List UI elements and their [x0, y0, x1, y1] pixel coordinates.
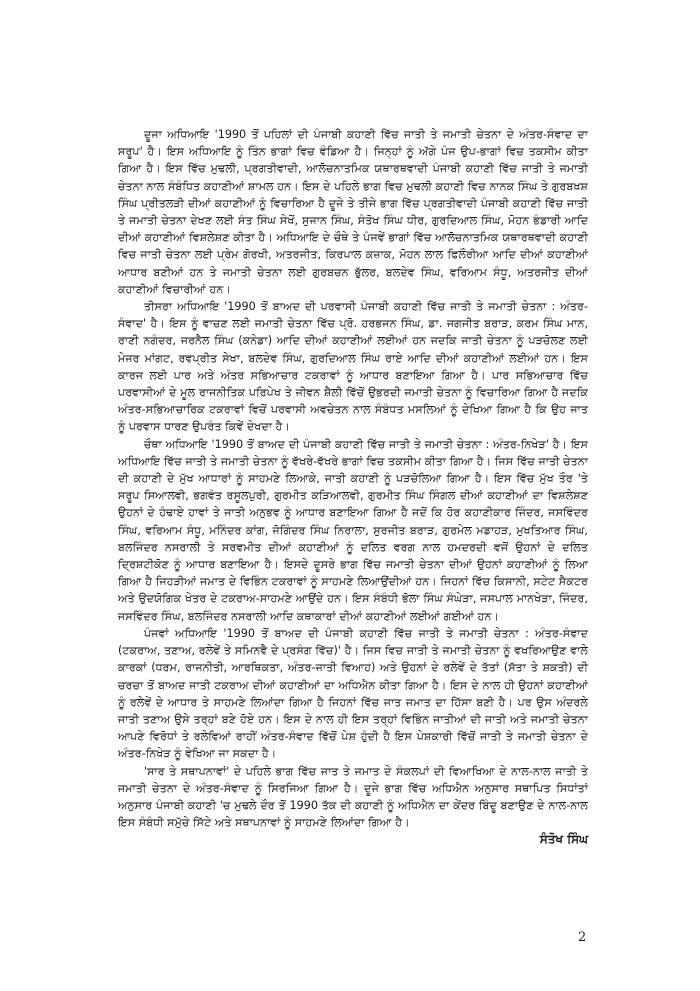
paragraph-conclusions: 'ਸਾਰ ਤੇ ਸਥਾਪਨਾਵਾਂ' ਦੇ ਪਹਿਲੇ ਭਾਗ ਵਿੱਚ ਜਾਤ ਤੇ ਜਮਾਤ ਦੇ ਸੰਕਲਪਾਂ ਦੀ ਵਿਆਖਿਆ ਦੇ ਨਾਲ-ਨਾਲ ਜਾਤੀ ਤੇ ਜਮਾਤੀ ਚੇਤਨਾ ਦੇ ਅੰਤਰ-ਸੰਵਾਦ ਨੂੰ ਸਿਰਜਿਆ ਗਿਆ ਹੈ। ਦੂਜੇ ਭਾਗ ਵਿੱਚ ਅਧਿਐਨ ਅਨੁਸਾਰ ਸਥਾਪਿਤ ਸਿਧਾਂਤਾਂ ਅਨੁਸਾਰ ਪੰਜਾਬੀ ਕਹਾਣੀ 'ਚ ਮੁਢਲੇ ਦੌਰ ਤੋਂ 1990 ਤੱਕ ਦੀ ਕਹਾਣੀ ਨੂੰ ਅਧਿਐਨ ਦਾ ਕੇਂਦਰ ਬਿੰਦੂ ਬਣਾਉਣ ਦੇ ਨਾਲ-ਨਾਲ ਇਸ ਸੰਬੰਧੀ ਸਮੁੱਚੇ ਸਿੱਟੇ ਅਤੇ ਸਥਾਪਨਾਵਾਂ ਨੂੰ ਸਾਹਮਣੇ ਲਿਆਂਦਾ ਗਿਆ ਹੈ। [118, 764, 588, 830]
paragraph-chapter-two: ਦੂਜਾ ਅਧਿਆਇ '1990 ਤੋਂ ਪਹਿਲਾਂ ਦੀ ਪੰਜਾਬੀ ਕਹਾਣੀ ਵਿੱਚ ਜਾਤੀ ਤੇ ਜਮਾਤੀ ਚੇਤਨਾ ਦੇ ਅੰਤਰ-ਸੰਵਾਦ ਦਾ ਸਰੂਪ' ਹੈ। ਇਸ ਅਧਿਆਇ ਨੂੰ ਤਿੰਨ ਭਾਗਾਂ ਵਿਚ ਵੰਡਿਆ ਹੈ। ਜਿਨ੍ਹਾਂ ਨੂੰ ਅੱਗੇ ਪੰਜ ਉਪ-ਭਾਗਾਂ ਵਿਚ ਤਕਸੀਮ ਕੀਤਾ ਗਿਆ ਹੈ। ਇਸ ਵਿੱਚ ਮੁਢਲੀ, ਪ੍ਰਗਤੀਵਾਦੀ, ਆਲੋਚਨਾਤਮਿਕ ਯਥਾਰਥਵਾਦੀ ਪੰਜਾਬੀ ਕਹਾਣੀ ਵਿੱਚ ਜਾਤੀ ਤੇ ਜਮਾਤੀ ਚੇਤਨਾ ਨਾਲ ਸੰਬੰਧਿਤ ਕਹਾਣੀਆਂ ਸ਼ਾਮਲ ਹਨ। ਇਸ ਦੇ ਪਹਿਲੇ ਭਾਗ ਵਿਚ ਮੁਢਲੀ ਕਹਾਣੀ ਵਿਚ ਨਾਨਕ ਸਿੰਘ ਤੇ ਗੁਰਬਖਸ਼ ਸਿੰਘ ਪ੍ਰੀਤਲੜੀ ਦੀਆਂ ਕਹਾਣੀਆਂ ਨੂੰ ਵਿਚਾਰਿਆ ਹੈ ਦੂਜੇ ਤੇ ਤੀਜੇ ਭਾਗ ਵਿੱਚ ਪ੍ਰਗਤੀਵਾਦੀ ਪੰਜਾਬੀ ਕਹਾਣੀ ਵਿੱਚ ਜਾਤੀ ਤੇ ਜਮਾਤੀ ਚੇਤਨਾ ਦੇਖਣ ਲਈ ਸੰਤ ਸਿੰਘ ਸੇਖੋਂ, ਸੁਜਾਨ ਸਿੰਘ, ਸੰਤੋਖ ਸਿੰਘ ਧੀਰ, ਗੁਰਦਿਆਲ ਸਿੰਘ, ਮੋਹਨ ਭੰਡਾਰੀ ਆਦਿ ਦੀਆਂ ਕਹਾਣੀਆਂ ਵਿਸ਼ਲੇਸ਼ਣ ਕੀਤਾ ਹੈ। ਅਧਿਆਇ ਦੇ ਚੌਥੇ ਤੇ ਪੰਜਵੇਂ ਭਾਗਾਂ ਵਿੱਚ ਆਲੋਚਨਾਤਮਿਕ ਯਥਾਰਥਵਾਦੀ ਕਹਾਣੀ ਵਿਚ ਜਾਤੀ ਚੇਤਨਾ ਲਈ ਪ੍ਰੇਮ ਗੋਰਖੀ, ਅਤਰਜੀਤ, ਕਿਰਪਾਲ ਕਜ਼ਾਕ, ਮੋਹਨ ਲਾਲ ਫਿਲੌਰੀਆ ਆਦਿ ਦੀਆਂ ਕਹਾਣੀਆਂ ਆਧਾਰ ਬਣੀਆਂ ਹਨ ਤੇ ਜਮਾਤੀ ਚੇਤਨਾ ਲਈ ਗੁਰਬਚਨ ਭੁੱਲਰ, ਬਲਦੇਵ ਸਿੰਘ, ਵਰਿਆਮ ਸੰਧੂ, ਅਤਰਜੀਤ ਦੀਆਂ ਕਹਾਣੀਆਂ ਵਿਚਾਰੀਆਂ ਹਨ। [118, 128, 588, 296]
paragraph-chapter-four: ਚੌਥਾ ਅਧਿਆਇ '1990 ਤੋਂ ਬਾਅਦ ਦੀ ਪੰਜਾਬੀ ਕਹਾਣੀ ਵਿੱਚ ਜਾਤੀ ਤੇ ਜਮਾਤੀ ਚੇਤਨਾ : ਅੰਤਰ-ਨਿਖੇੜ' ਹੈ। ਇਸ ਅਧਿਆਇ ਵਿੱਚ ਜਾਤੀ ਤੇ ਜਮਾਤੀ ਚੇਤਨਾ ਨੂੰ ਵੱਖਰੇ-ਵੱਖਰੇ ਭਾਗਾਂ ਵਿਚ ਤਕਸੀਮ ਕੀਤਾ ਗਿਆ ਹੈ। ਜਿਸ ਵਿੱਚ ਜਾਤੀ ਚੇਤਨਾ ਦੀ ਕਹਾਣੀ ਦੇ ਮੁੱਖ ਆਧਾਰਾਂ ਨੂੰ ਸਾਹਮਣੇ ਲਿਆਕੇ, ਜਾਤੀ ਕਹਾਣੀ ਨੂੰ ਪੜਚੋਲਿਆ ਗਿਆ ਹੈ। ਇਸ ਵਿੱਚ ਮੁੱਖ ਤੌਰ 'ਤੇ ਸਰੂਪ ਸਿਆਲਵੀ, ਭਗਵੰਤ ਰਸੂਲਪੁਰੀ, ਗੁਰਮੀਤ ਕੜਿਆਲਵੀ, ਗੁਰਮੀਤ ਸਿੰਘ ਸਿੰਗਲ ਦੀਆਂ ਕਹਾਣੀਆਂ ਦਾ ਵਿਸ਼ਲੇਸ਼ਣ ਉਹਨਾਂ ਦੇ ਹੰਢਾਏ ਹਾਵਾਂ ਤੇ ਜਾਤੀ ਅਨੁਭਵ ਨੂੰ ਆਧਾਰ ਬਣਾਇਆ ਗਿਆ ਹੈ ਜਦੋਂ ਕਿ ਹੋਰ ਕਹਾਣੀਕਾਰ ਜਿੰਦਰ, ਜਸਵਿੰਦਰ ਸਿੰਘ, ਵਰਿਆਮ ਸੰਧੂ, ਮਨਿੰਦਰ ਕਾਂਗ, ਜੋਗਿੰਦਰ ਸਿੰਘ ਨਿਰਾਲਾ, ਸੁਰਜੀਤ ਬਰਾੜ, ਗੁਰਮੇਲ ਮਡਾਹੜ, ਮੁਖਤਿਆਰ ਸਿੰਘ, ਬਲਜਿੰਦਰ ਨਸਰਾਲੀ ਤੇ ਸਰਵਮੀਤ ਦੀਆਂ ਕਹਾਣੀਆਂ ਨੂੰ ਦਲਿਤ ਵਰਗ ਨਾਲ ਹਮਦਰਦੀ ਵਜੋਂ ਉਹਨਾਂ ਦੇ ਦਲਿਤ ਦ੍ਰਿਸ਼ਟੀਕੋਣ ਨੂੰ ਆਧਾਰ ਬਣਾਇਆ ਹੈ। ਇਸਦੇ ਦੂਸਰੇ ਭਾਗ ਵਿੱਚ ਜਮਾਤੀ ਚੇਤਨਾ ਦੀਆਂ ਉਹਨਾਂ ਕਹਾਣੀਆਂ ਨੂੰ ਲਿਆ ਗਿਆ ਹੈ ਜਿਹੜੀਆਂ ਜਮਾਤ ਦੇ ਵਿਭਿੰਨ ਟਕਰਾਵਾਂ ਨੂੰ ਸਾਹਮਣੇ ਲਿਆਉਂਦੀਆਂ ਹਨ। ਜਿਹਨਾਂ ਵਿੱਚ ਕਿਸਾਨੀ, ਸਟੇਟ ਸੈਕਟਰ ਅਤੇ ਉਦਯੋਗਿਕ ਖੇਤਰ ਦੇ ਟਕਰਾਅ-ਸਾਹਮਣੇ ਆਉਂਦੇ ਹਨ। ਇਸ ਸੰਬੰਧੀ ਭੋਲਾ ਸਿੰਘ ਸੰਘੇੜਾ, ਜਸਪਾਲ ਮਾਨਖੇੜਾ, ਜਿੰਦਰ, ਜਸਵਿੰਦਰ ਸਿੰਘ, ਬਲਜਿੰਦਰ ਨਸਰਾਲੀ ਆਦਿ ਕਥਾਕਾਰਾਂ ਦੀਆਂ ਕਹਾਣੀਆਂ ਲਈਆਂ ਗਈਆਂ ਹਨ। [118, 437, 588, 623]
page-number: 2 [578, 930, 587, 945]
paragraph-chapter-three: ਤੀਸਰਾ ਅਧਿਆਇ '1990 ਤੋਂ ਬਾਅਦ ਦੀ ਪਰਵਾਸੀ ਪੰਜਾਬੀ ਕਹਾਣੀ ਵਿੱਚ ਜਾਤੀ ਤੇ ਜਮਾਤੀ ਚੇਤਨਾ : ਅੰਤਰ-ਸੰਵਾਦ' ਹੈ। ਇਸ ਨੂੰ ਵਾਚਣ ਲਈ ਜਮਾਤੀ ਚੇਤਨਾ ਵਿੱਚ ਪ੍ਰੋ. ਹਰਭਜਨ ਸਿੰਘ, ਡਾ. ਜਗਜੀਤ ਬਰਾੜ, ਕਰਮ ਸਿੰਘ ਮਾਨ, ਰਾਣੀ ਨਗੰਦਰ, ਜਰਨੈਲ ਸਿੰਘ (ਕਨੇਡਾ) ਆਦਿ ਦੀਆਂ ਕਹਾਣੀਆਂ ਲਈਆਂ ਹਨ ਜਦਕਿ ਜਾਤੀ ਚੇਤਨਾ ਨੂੰ ਪੜਚੋਲਣ ਲਈ ਮੇਜਰ ਮਾਂਗਟ, ਰਵਪ੍ਰੀਤ ਸੇਖਾ, ਬਲਦੇਵ ਸਿੰਘ, ਗੁਰਦਿਆਲ ਸਿੰਘ ਰਾਏ ਆਦਿ ਦੀਆਂ ਕਹਾਣੀਆਂ ਲਈਆਂ ਹਨ। ਇਸ ਕਾਰਜ ਲਈ ਪਾਰ ਅਤੇ ਅੰਤਰ ਸਭਿਆਚਾਰ ਟਕਰਾਵਾਂ ਨੂੰ ਆਧਾਰ ਬਣਾਇਆ ਗਿਆ ਹੈ। ਪਾਰ ਸਭਿਆਚਾਰ ਵਿੱਚ ਪਰਵਾਸੀਆਂ ਦੇ ਮੂਲ ਰਾਜਨੀਤਿਕ ਪਰਿਪੇਖ ਤੇ ਜੀਵਨ ਸ਼ੈਲੀ ਵਿੱਚੋਂ ਉਭਰਦੀ ਜਮਾਤੀ ਚੇਤਨਾ ਨੂੰ ਵਿਚਾਰਿਆ ਗਿਆ ਹੈ ਜਦਕਿ ਅੰਤਰ-ਸਭਿਆਚਾਰਿਕ ਟਕਰਾਵਾਂ ਵਿਚੋਂ ਪਰਵਾਸੀ ਅਵਚੇਤਨ ਨਾਲ ਸੰਬੰਧਤ ਮਸਲਿਆਂ ਨੂੰ ਦੇਖਿਆ ਗਿਆ ਹੈ ਕਿ ਉਹ ਜਾਤ ਨੂੰ ਪਰਵਾਸ ਧਾਰਣ ਉਪਰੰਤ ਕਿਵੇਂ ਦੇਖਦਾ ਹੈ। [118, 300, 588, 434]
paragraph-chapter-five: ਪੰਜਵਾਂ ਅਧਿਆਇ '1990 ਤੋਂ ਬਾਅਦ ਦੀ ਪੰਜਾਬੀ ਕਹਾਣੀ ਵਿੱਚ ਜਾਤੀ ਤੇ ਜਮਾਤੀ ਚੇਤਨਾ : ਅੰਤਰ-ਸੰਵਾਦ (ਟਕਰਾਅ, ਤਣਾਅ, ਰਲੇਵੇਂ ਤੇ ਸਮਿਨਵੈ ਦੇ ਪ੍ਰਸੰਗ ਵਿੱਚ)' ਹੈ। ਜਿਸ ਵਿਚ ਜਾਤੀ ਤੇ ਜਮਾਤੀ ਚੇਤਨਾ ਨੂੰ ਵਖਰਿਆਉਣ ਵਾਲੇ ਕਾਰਕਾਂ (ਧਰਮ, ਰਾਜਨੀਤੀ, ਆਰਥਿਕਤਾ, ਅੰਤਰ-ਜਾਤੀ ਵਿਆਹ) ਅਤੇ ਉਹਨਾਂ ਦੇ ਰਲੇਵੇਂ ਦੇ ਤੱਤਾਂ (ਸੱਤਾ ਤੇ ਸ਼ਕਤੀ) ਦੀ ਚਰਚਾ ਤੋਂ ਬਾਅਦ ਜਾਤੀ ਟਕਰਾਅ ਦੀਆਂ ਕਹਾਣੀਆਂ ਦਾ ਅਧਿਐਨ ਕੀਤਾ ਗਿਆ ਹੈ। ਇਸ ਦੇ ਨਾਲ ਹੀ ਉਹਨਾਂ ਕਹਾਣੀਆਂ ਨੂੰ ਰਲੇਵੇਂ ਦੇ ਆਧਾਰ ਤੇ ਸਾਹਮਣੇ ਲਿਆਂਦਾ ਗਿਆ ਹੈ ਜਿਹਨਾਂ ਵਿੱਚ ਜਾਤ ਜਮਾਤ ਦਾ ਹਿੱਸਾ ਬਣੀ ਹੈ। ਪਰ ਉਸ ਅੰਦਰਲੇ ਜਾਤੀ ਤਣਾਅ ਉਸੇ ਤਰ੍ਹਾਂ ਬਣੇ ਹੋਏ ਹਨ। ਇਸ ਦੇ ਨਾਲ ਹੀ ਇਸ ਤਰ੍ਹਾਂ ਵਿਭਿੰਨ ਜਾਤੀਆਂ ਦੀ ਜਾਤੀ ਅਤੇ ਜਮਾਤੀ ਚੇਤਨਾ ਆਪਣੇ ਵਿਰੋਧਾਂ ਤੇ ਰਲੇਵਿਆਂ ਰਾਹੀਂ ਅੰਤਰ-ਸੰਵਾਦ ਵਿੱਚੋਂ ਪੇਸ਼ ਹੁੰਦੀ ਹੈ ਇਸ ਪੇਸ਼ਕਾਰੀ ਵਿੱਚੋਂ ਜਾਤੀ ਤੇ ਜਮਾਤੀ ਚੇਤਨਾ ਦੇ ਅੰਤਰ-ਨਿਖੇੜ ਨੂੰ ਵੇਖਿਆ ਜਾ ਸਕਦਾ ਹੈ। [118, 626, 588, 761]
author-signature: ਸੰਤੋਖ ਸਿੰਘ [539, 832, 588, 847]
body-text [118, 126, 588, 849]
